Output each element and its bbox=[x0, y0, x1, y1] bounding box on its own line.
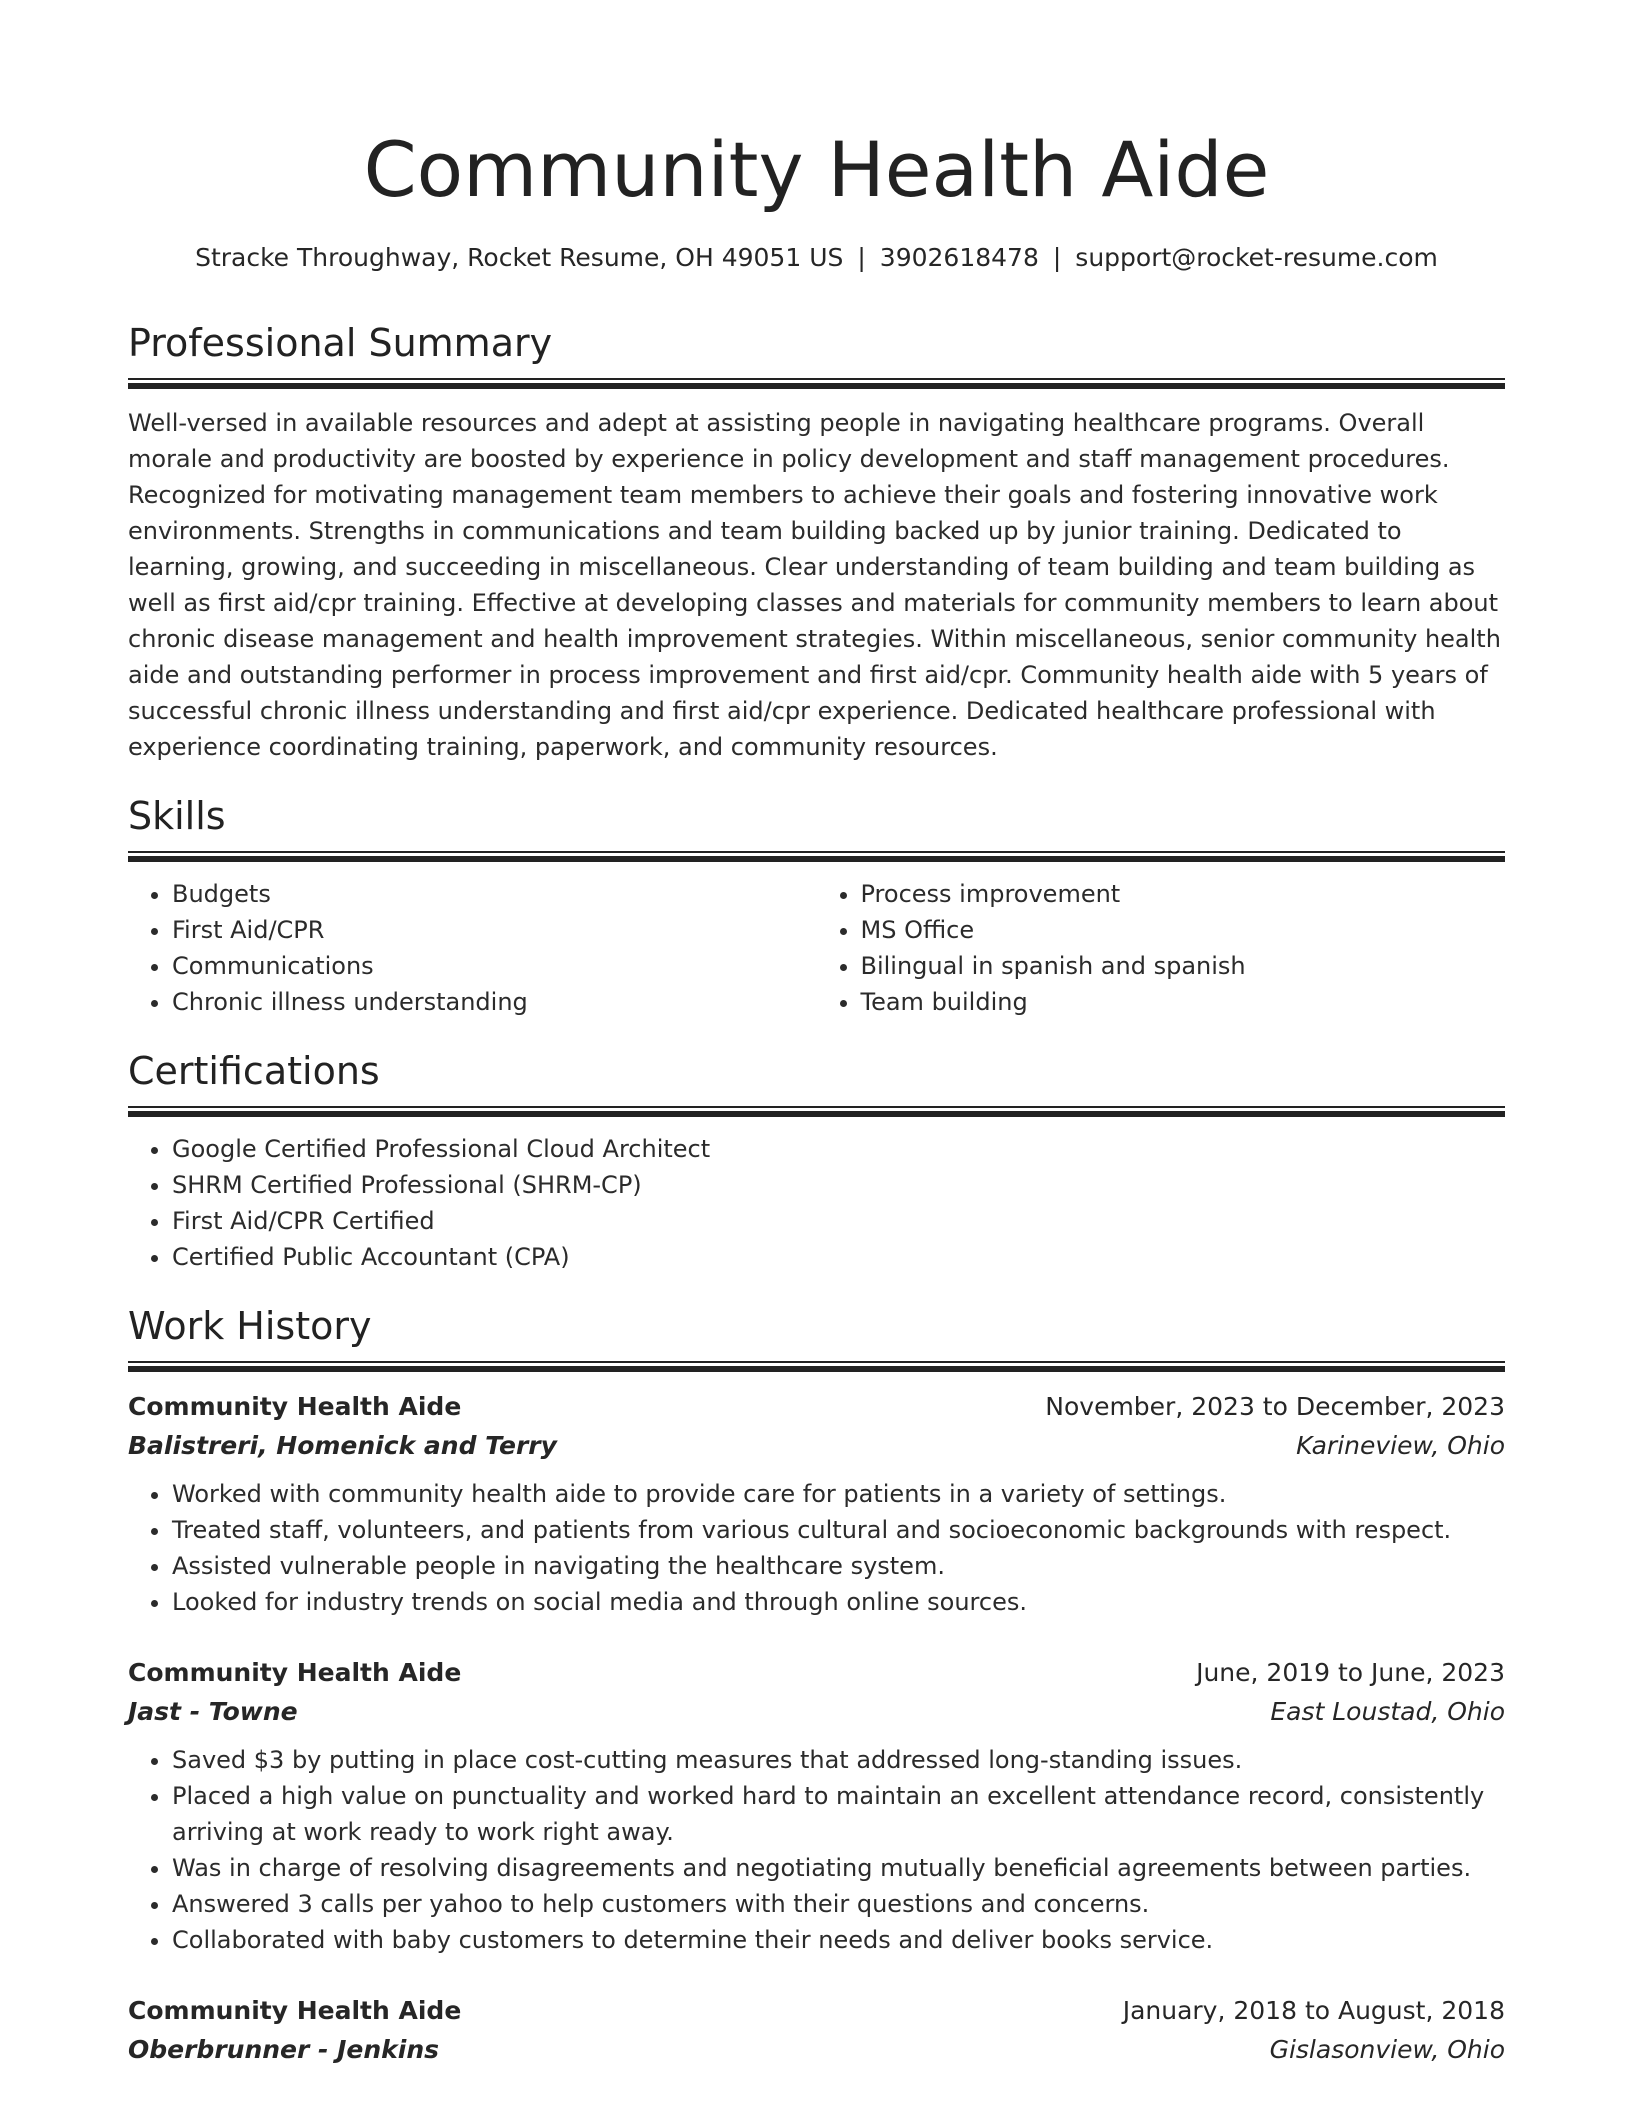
skills-list-left bbox=[128, 876, 817, 1020]
job-company: Jast - Towne bbox=[128, 1697, 298, 1726]
job-bullet: • Answered 3 calls per yahoo to help customers with their questions and concerns. bbox=[172, 1886, 1505, 1922]
job-header-row bbox=[128, 1992, 1505, 2030]
section-divider bbox=[128, 1361, 1505, 1372]
job-location: East Loustad, Ohio bbox=[1270, 1697, 1505, 1726]
skills-list-right bbox=[817, 876, 1506, 1020]
job-location: Gislasonview, Ohio bbox=[1269, 2035, 1505, 2064]
job-dates: November, 2023 to December, 2023 bbox=[1045, 1392, 1505, 1421]
contact-email[interactable]: support@rocket-resume.com bbox=[1075, 243, 1438, 272]
certifications-list bbox=[128, 1131, 1505, 1275]
job-title: Community Health Aide bbox=[128, 1392, 462, 1421]
certification-item: • SHRM Certified Professional (SHRM-CP) bbox=[172, 1167, 1505, 1203]
job-title: Community Health Aide bbox=[128, 1658, 462, 1687]
skill-item: • Bilingual in spanish and spanish bbox=[861, 948, 1506, 984]
job-company: Oberbrunner - Jenkins bbox=[128, 2035, 440, 2064]
job-header-row bbox=[128, 1654, 1505, 1692]
job-bullet: • Treated staff, volunteers, and patients from various cultural and socioeconomic backgrounds with respect. bbox=[172, 1512, 1505, 1548]
section-title-skills: Skills bbox=[128, 794, 226, 838]
section-title-certifications: Certifications bbox=[128, 1049, 380, 1093]
job-location: Karineview, Ohio bbox=[1296, 1431, 1505, 1460]
job-title: Community Health Aide bbox=[128, 1996, 462, 2025]
contact-separator: | bbox=[857, 243, 866, 272]
resume-name: Community Health Aide bbox=[363, 125, 1270, 214]
job-bullet: • Looked for industry trends on social media and through online sources. bbox=[172, 1584, 1505, 1620]
certification-item: • Certified Public Accountant (CPA) bbox=[172, 1239, 1505, 1275]
skill-item: • Process improvement bbox=[861, 876, 1506, 912]
contact-phone[interactable]: 3902618478 bbox=[879, 243, 1039, 272]
job-bullet: • Assisted vulnerable people in navigating the healthcare system. bbox=[172, 1548, 1505, 1584]
skill-item: • MS Office bbox=[861, 912, 1506, 948]
job-header-row bbox=[128, 1388, 1505, 1426]
section-title-summary: Professional Summary bbox=[128, 321, 553, 365]
certification-item: • Google Certified Professional Cloud Architect bbox=[172, 1131, 1505, 1167]
summary-text: Well-versed in available resources and adept at assisting people in navigating healthcare programs. Overall morale and productivity are boosted by experience in policy development and staff management procedures. Recognized for motivating management team members to achieve their goals and fostering innovative work environments. Strengths in communications and team building backed up by junior training. Dedicated to learning, growing, and succeeding in miscellaneous. Clear understanding of team building and team building as well as first aid/cpr training. Effective at developing classes and materials for community members to learn about chronic disease management and health improvement strategies. Within miscellaneous, senior community health aide and outstanding performer in process improvement and first aid/cpr. Community health aide with 5 years of successful chronic illness understanding and first aid/cpr experience. Dedicated healthcare professional with experience coordinating training, paperwork, and community resources. bbox=[128, 409, 1501, 761]
section-title-work-history: Work History bbox=[128, 1304, 372, 1348]
certifications-section bbox=[128, 1046, 1505, 1275]
job-bullet: • Saved $3 by putting in place cost-cutting measures that addressed long-standing issues. bbox=[172, 1742, 1505, 1778]
section-divider bbox=[128, 378, 1505, 389]
section-divider bbox=[128, 1106, 1505, 1117]
job-company-row bbox=[128, 1692, 1505, 1732]
skill-item: • Communications bbox=[172, 948, 817, 984]
job-company-row bbox=[128, 2030, 1505, 2070]
job-bullet: • Collaborated with baby customers to determine their needs and deliver books service. bbox=[172, 1922, 1505, 1958]
section-divider bbox=[128, 851, 1505, 862]
contact-address: Stracke Throughway, Rocket Resume, OH 49051 US bbox=[195, 243, 844, 272]
skill-item: • Team building bbox=[861, 984, 1506, 1020]
job-bullet: • Was in charge of resolving disagreements and negotiating mutually beneficial agreements between parties. bbox=[172, 1850, 1505, 1886]
job-entry bbox=[128, 1992, 1505, 2070]
job-company-row bbox=[128, 1426, 1505, 1466]
job-bullets bbox=[128, 1476, 1505, 1620]
job-entry bbox=[128, 1388, 1505, 1620]
contact-separator: | bbox=[1052, 243, 1062, 272]
skills-grid bbox=[128, 876, 1505, 1020]
contact-line bbox=[128, 240, 1505, 276]
skill-item: • Chronic illness understanding bbox=[172, 984, 817, 1020]
skill-item: • First Aid/CPR bbox=[172, 912, 817, 948]
skills-section bbox=[128, 791, 1505, 1020]
job-bullet: • Placed a high value on punctuality and worked hard to maintain an excellent attendance record, consistently arriving at work ready to work right away. bbox=[172, 1778, 1505, 1850]
job-dates: January, 2018 to August, 2018 bbox=[1122, 1996, 1505, 2025]
job-entry bbox=[128, 1654, 1505, 1958]
job-dates: June, 2019 to June, 2023 bbox=[1196, 1658, 1505, 1687]
skill-item: • Budgets bbox=[172, 876, 817, 912]
job-company: Balistreri, Homenick and Terry bbox=[128, 1431, 557, 1460]
job-bullets bbox=[128, 1742, 1505, 1958]
summary-section bbox=[128, 318, 1505, 765]
work-history-section bbox=[128, 1301, 1505, 2070]
certification-item: • First Aid/CPR Certified bbox=[172, 1203, 1505, 1239]
job-bullet: • Worked with community health aide to provide care for patients in a variety of settings. bbox=[172, 1476, 1505, 1512]
